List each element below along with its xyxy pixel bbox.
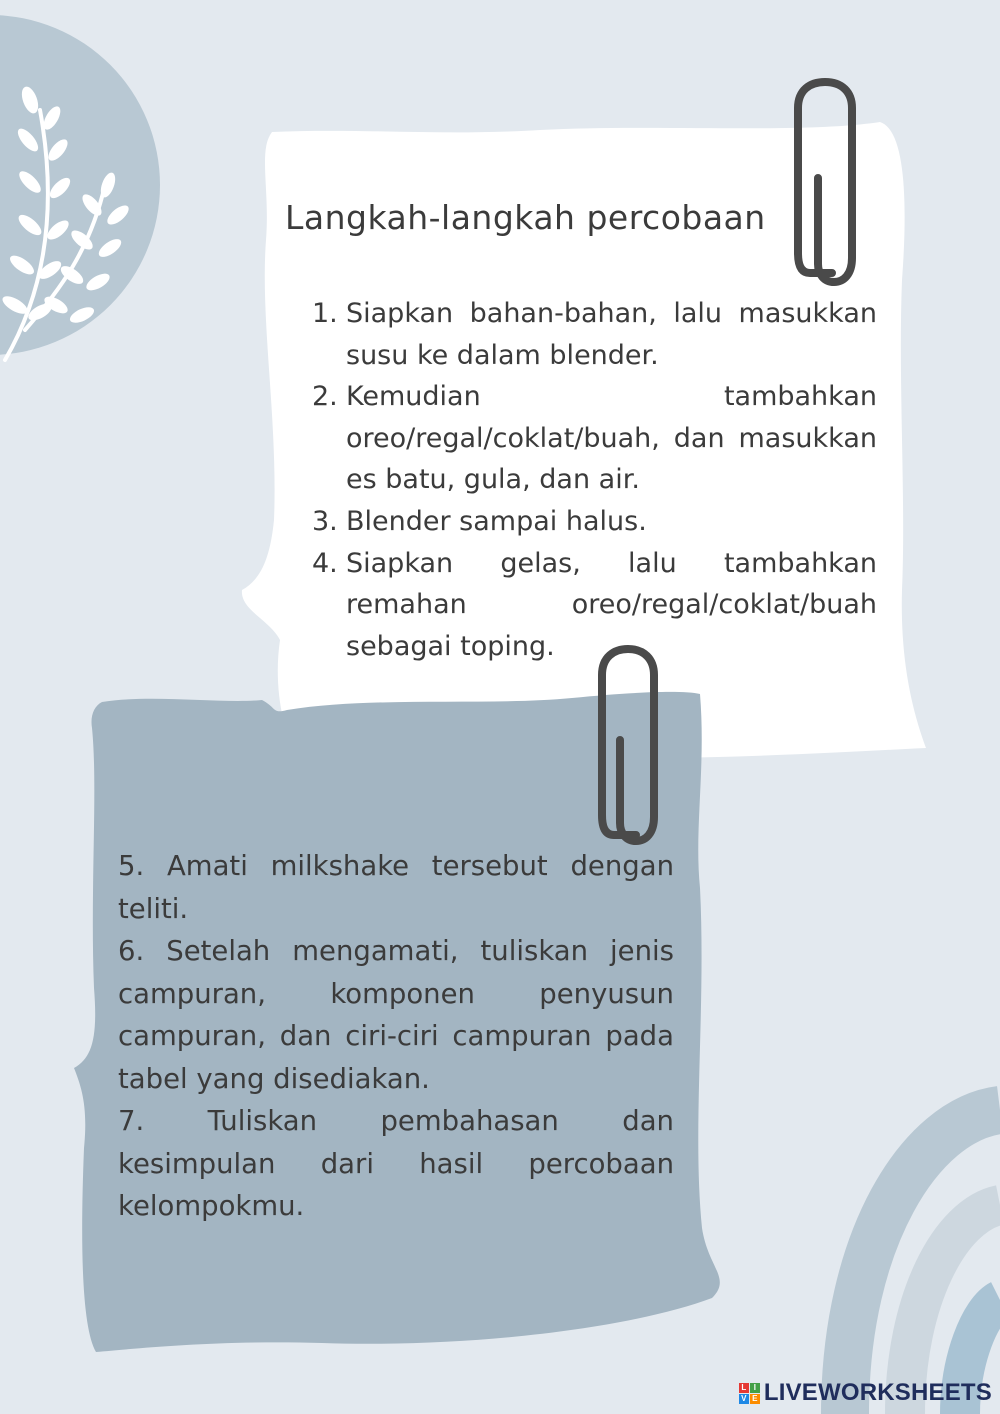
list-item bbox=[312, 543, 877, 668]
liveworksheets-brand[interactable] bbox=[739, 1380, 992, 1406]
paper-clip-icon bbox=[790, 78, 860, 290]
brand-name: LIVEWORKSHEETS bbox=[763, 1379, 992, 1406]
steps-continued bbox=[118, 845, 674, 1228]
page-title: Langkah-langkah percobaan bbox=[285, 198, 766, 237]
step-paragraph: 5. Amati milkshake tersebut dengan teliti. bbox=[118, 850, 674, 925]
logo-letter: V bbox=[739, 1394, 749, 1404]
logo-letter: L bbox=[739, 1383, 749, 1393]
step-number: 2. bbox=[312, 381, 338, 413]
list-item bbox=[312, 501, 877, 543]
step-text: Siapkan gelas, lalu tambahkan remahan oreo/regal/coklat/buah sebagai toping. bbox=[346, 547, 877, 662]
logo-letter: I bbox=[750, 1383, 760, 1393]
step-number: 3. bbox=[312, 505, 338, 537]
step-text: Blender sampai halus. bbox=[346, 505, 647, 537]
list-item bbox=[312, 376, 877, 501]
step-paragraph: 6. Setelah mengamati, tuliskan jenis campuran, komponen penyusun campuran, dan ciri-ciri campuran pada tabel yang disediakan. bbox=[118, 935, 674, 1095]
step-text: Siapkan bahan-bahan, lalu masukkan susu ke dalam blender. bbox=[346, 298, 877, 371]
liveworksheets-logo-icon bbox=[739, 1383, 760, 1404]
steps-list bbox=[312, 293, 877, 667]
logo-letter: E bbox=[750, 1394, 760, 1404]
paper-clip-icon bbox=[596, 645, 662, 845]
list-item bbox=[312, 293, 877, 376]
step-number: 4. bbox=[312, 547, 338, 579]
step-paragraph: 7. Tuliskan pembahasan dan kesimpulan dari hasil percobaan kelompokmu. bbox=[118, 1105, 674, 1222]
step-number: 1. bbox=[312, 298, 338, 329]
step-text: Kemudian tambahkan oreo/regal/coklat/buah, dan masukkan es batu, gula, dan air. bbox=[346, 381, 877, 496]
